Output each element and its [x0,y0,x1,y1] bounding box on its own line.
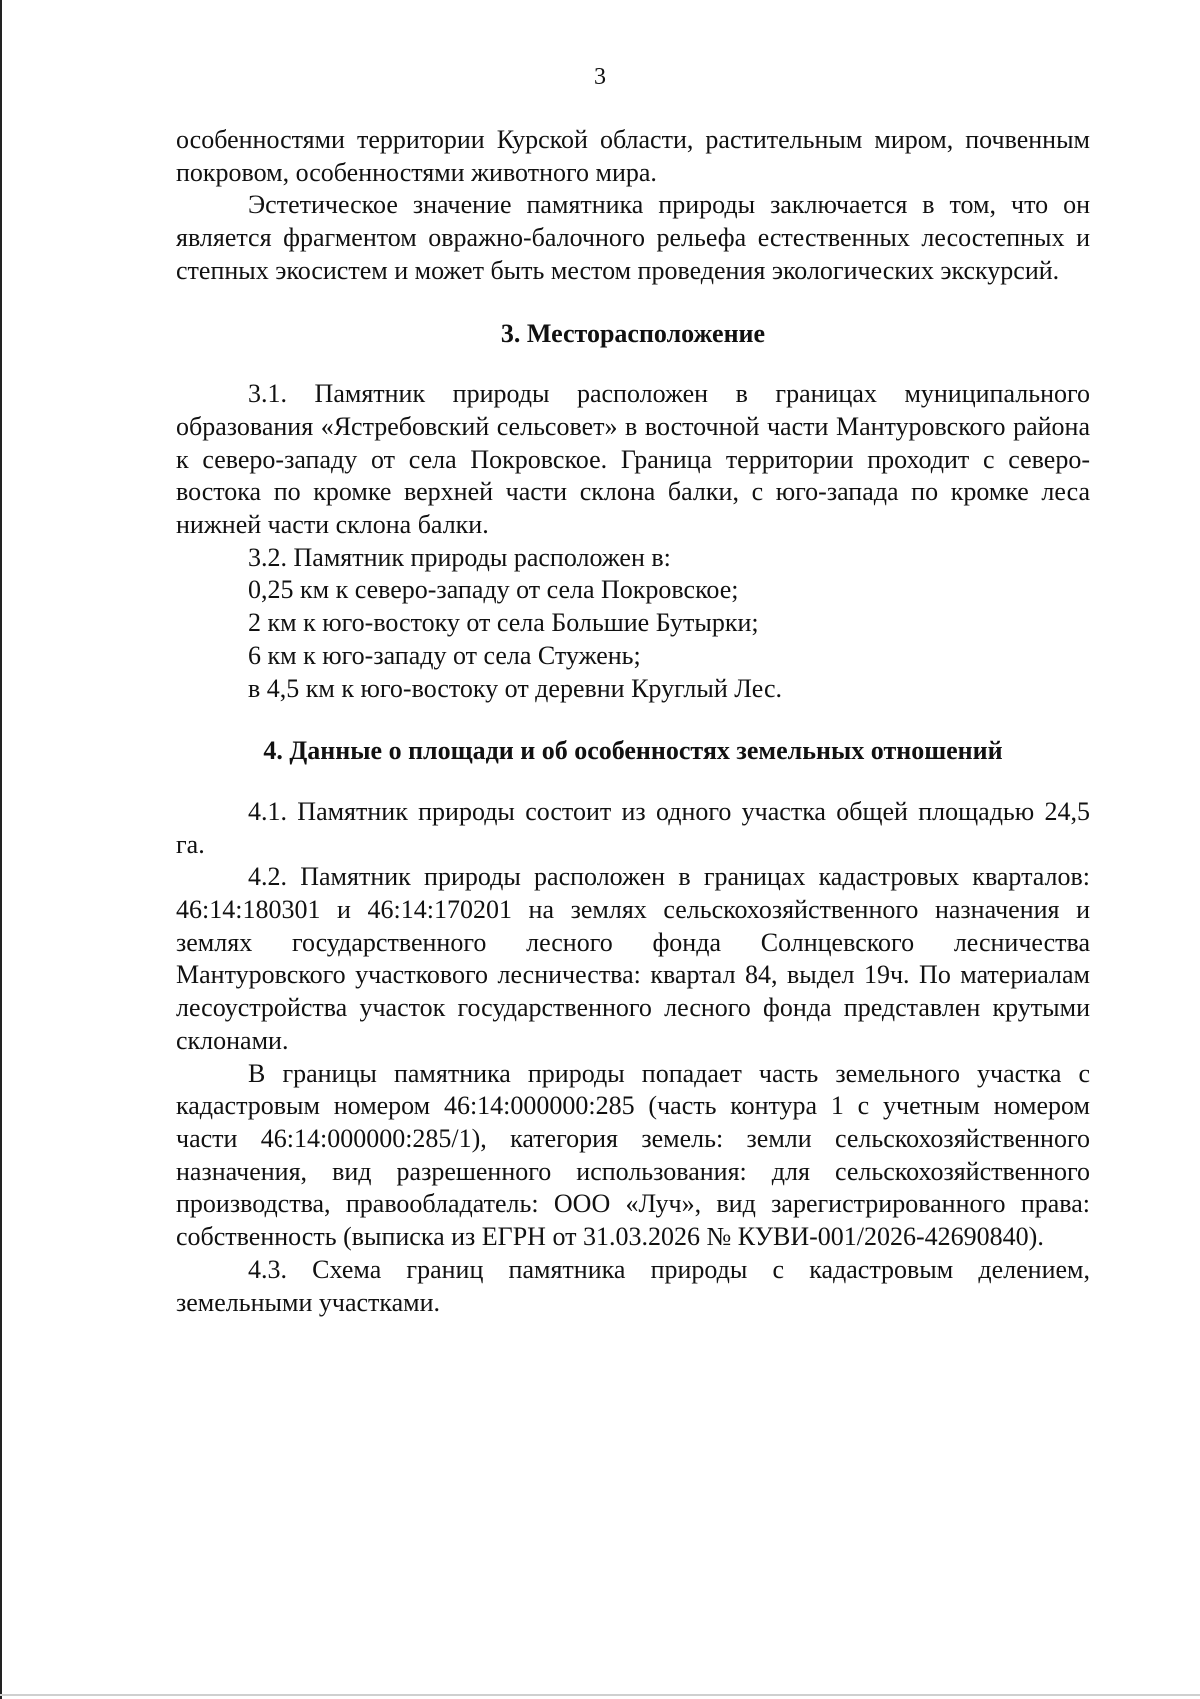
section-3-heading: 3. Месторасположение [500,318,766,348]
section-4-1-paragraph: 4.1. Памятник природы состоит из одного участка общей площадью 24,5 га. [176,796,1090,859]
section-3-1-paragraph: 3.1. Памятник природы расположен в границах муниципального образования «Ястребовский сельсовет» в восточной части Мантуровского района к северо-западу от села Покровское. Граница территории проходит с северо-востока по кромке верхней части склона балки, с юго-запада по кромке леса нижней части склона балки. [176,379,1090,540]
section-4-heading: 4. Данные о площади и об особенностях земельных отношений [263,736,1003,766]
document-body [176,124,1090,1319]
section-3-2-paragraph: 3.2. Памятник природы расположен в: [248,542,671,572]
location-item: 0,25 км к северо-западу от села Покровское; [248,575,739,605]
section-4-3-paragraph: 4.3. Схема границ памятника природы с кадастровым делением, земельными участками. [176,1254,1090,1317]
intro-paragraph-aesthetic: Эстетическое значение памятника природы заключается в том, что он является фрагментом овражно-балочного рельефа естественных лесостепных и степных экосистем и может быть местом проведения экологических экскурсий. [176,190,1090,285]
intro-paragraph-continuation: особенностями территории Курской области, растительным миром, почвенным покровом, особенностями животного мира. [176,125,1090,187]
location-item: 2 км к юго-востоку от села Большие Бутырки; [248,608,759,638]
page-number: 3 [594,64,606,90]
scan-edge-left [0,0,2,1699]
location-item: в 4,5 км к юго-востоку от деревни Круглый Лес. [248,673,782,703]
section-4-2-paragraph: 4.2. Памятник природы расположен в границах кадастровых кварталов: 46:14:180301 и 46:14:170201 на землях сельскохозяйственного назначения и землях государственного лесного фонда Солнцевского лесничества Мантуровского участкового лесничества: квартал 84, выдел 19ч. По материалам лесоустройства участок государственного лесного фонда представлен крутыми склонами. [176,862,1090,1055]
location-item: 6 км к юго-западу от села Стужень; [248,640,641,670]
land-plot-paragraph: В границы памятника природы попадает часть земельного участка с кадастровым номером 46:14:000000:285 (часть контура 1 с учетным номером части 46:14:000000:285/1), категория земель: земли сельскохозяйственного назначения, вид разрешенного использования: для сельскохозяйственного производства, правообладатель: ООО «Луч», вид зарегистрированного права: собственность (выписка из ЕГРН от 31.03.2026 № КУВИ-001/2026-42690840). [176,1058,1090,1252]
scan-edge-bottom [0,1694,1200,1696]
